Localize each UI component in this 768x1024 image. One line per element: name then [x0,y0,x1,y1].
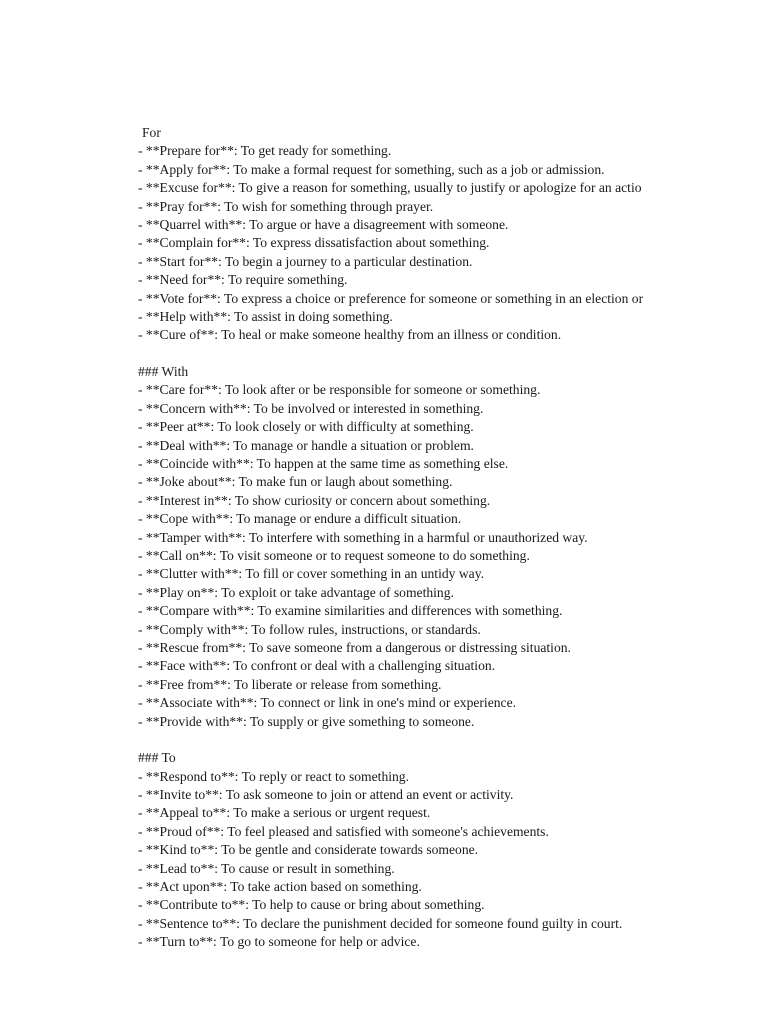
list-item: - **Cope with**: To manage or endure a difficult situation. [138,511,462,527]
list-item: - **Free from**: To liberate or release from something. [138,676,442,692]
list-item: - **Proud of**: To feel pleased and satisfied with someone's achievements. [138,823,549,839]
list-item: - **Cure of**: To heal or make someone healthy from an illness or condition. [138,327,562,343]
list-item: - **Compare with**: To examine similarities and differences with something. [138,603,563,619]
section-heading-for: For [142,125,161,140]
list-item: - **Turn to**: To go to someone for help or advice. [138,934,420,950]
list-item: - **Contribute to**: To help to cause or bring about something. [138,897,485,913]
list-item: - **Need for**: To require something. [138,272,348,288]
list-item: - **Vote for**: To express a choice or preference for someone or something in an election or [138,290,644,306]
list-item: - **Lead to**: To cause or result in something. [138,860,395,876]
list-item: - **Excuse for**: To give a reason for something, usually to justify or apologize for an actio [138,180,642,196]
section-to [138,749,654,951]
list-item: - **Appeal to**: To make a serious or urgent request. [138,805,431,821]
list-item: - **Interest in**: To show curiosity or concern about something. [138,492,491,508]
list-item: - **Pray for**: To wish for something through prayer. [138,198,434,214]
list-item: - **Respond to**: To reply or react to something. [138,768,410,784]
list-item: - **Help with**: To assist in doing something. [138,308,393,324]
list-item: - **Comply with**: To follow rules, instructions, or standards. [138,621,481,637]
list-item: - **Tamper with**: To interfere with something in a harmful or unauthorized way. [138,529,588,545]
list-item: - **Sentence to**: To declare the punishment decided for someone found guilty in court. [138,915,623,931]
document-page [138,124,654,952]
list-item: - **Start for**: To begin a journey to a particular destination. [138,253,473,269]
list-item: - **Coincide with**: To happen at the same time as something else. [138,456,509,472]
list-item: - **Complain for**: To express dissatisfaction about something. [138,235,490,251]
list-item: - **Invite to**: To ask someone to join or attend an event or activity. [138,787,514,803]
section-for [138,124,654,345]
list-item: - **Quarrel with**: To argue or have a disagreement with someone. [138,216,509,232]
list-item: - **Clutter with**: To fill or cover something in an untidy way. [138,566,485,582]
list-item: - **Kind to**: To be gentle and considerate towards someone. [138,842,479,858]
list-item: - **Act upon**: To take action based on something. [138,879,422,895]
list-item: - **Play on**: To exploit or take advantage of something. [138,584,454,600]
list-item: - **Joke about**: To make fun or laugh about something. [138,474,453,490]
list-item: - **Concern with**: To be involved or interested in something. [138,400,484,416]
section-heading-with: ### With [138,364,189,380]
list-item: - **Face with**: To confront or deal with a challenging situation. [138,658,496,674]
list-item: - **Call on**: To visit someone or to request someone to do something. [138,547,530,563]
list-item: - **Care for**: To look after or be responsible for someone or something. [138,382,541,398]
list-item: - **Rescue from**: To save someone from a dangerous or distressing situation. [138,639,571,655]
list-item: - **Peer at**: To look closely or with difficulty at something. [138,419,474,435]
section-heading-to: ### To [138,750,176,766]
list-item: - **Provide with**: To supply or give something to someone. [138,713,475,729]
list-item: - **Deal with**: To manage or handle a situation or problem. [138,437,474,453]
section-with [138,363,654,731]
blank-line [138,731,654,749]
blank-line [138,345,654,363]
list-item: - **Apply for**: To make a formal request for something, such as a job or admission. [138,161,605,177]
list-item: - **Associate with**: To connect or link in one's mind or experience. [138,695,517,711]
list-item: - **Prepare for**: To get ready for something. [138,143,392,159]
